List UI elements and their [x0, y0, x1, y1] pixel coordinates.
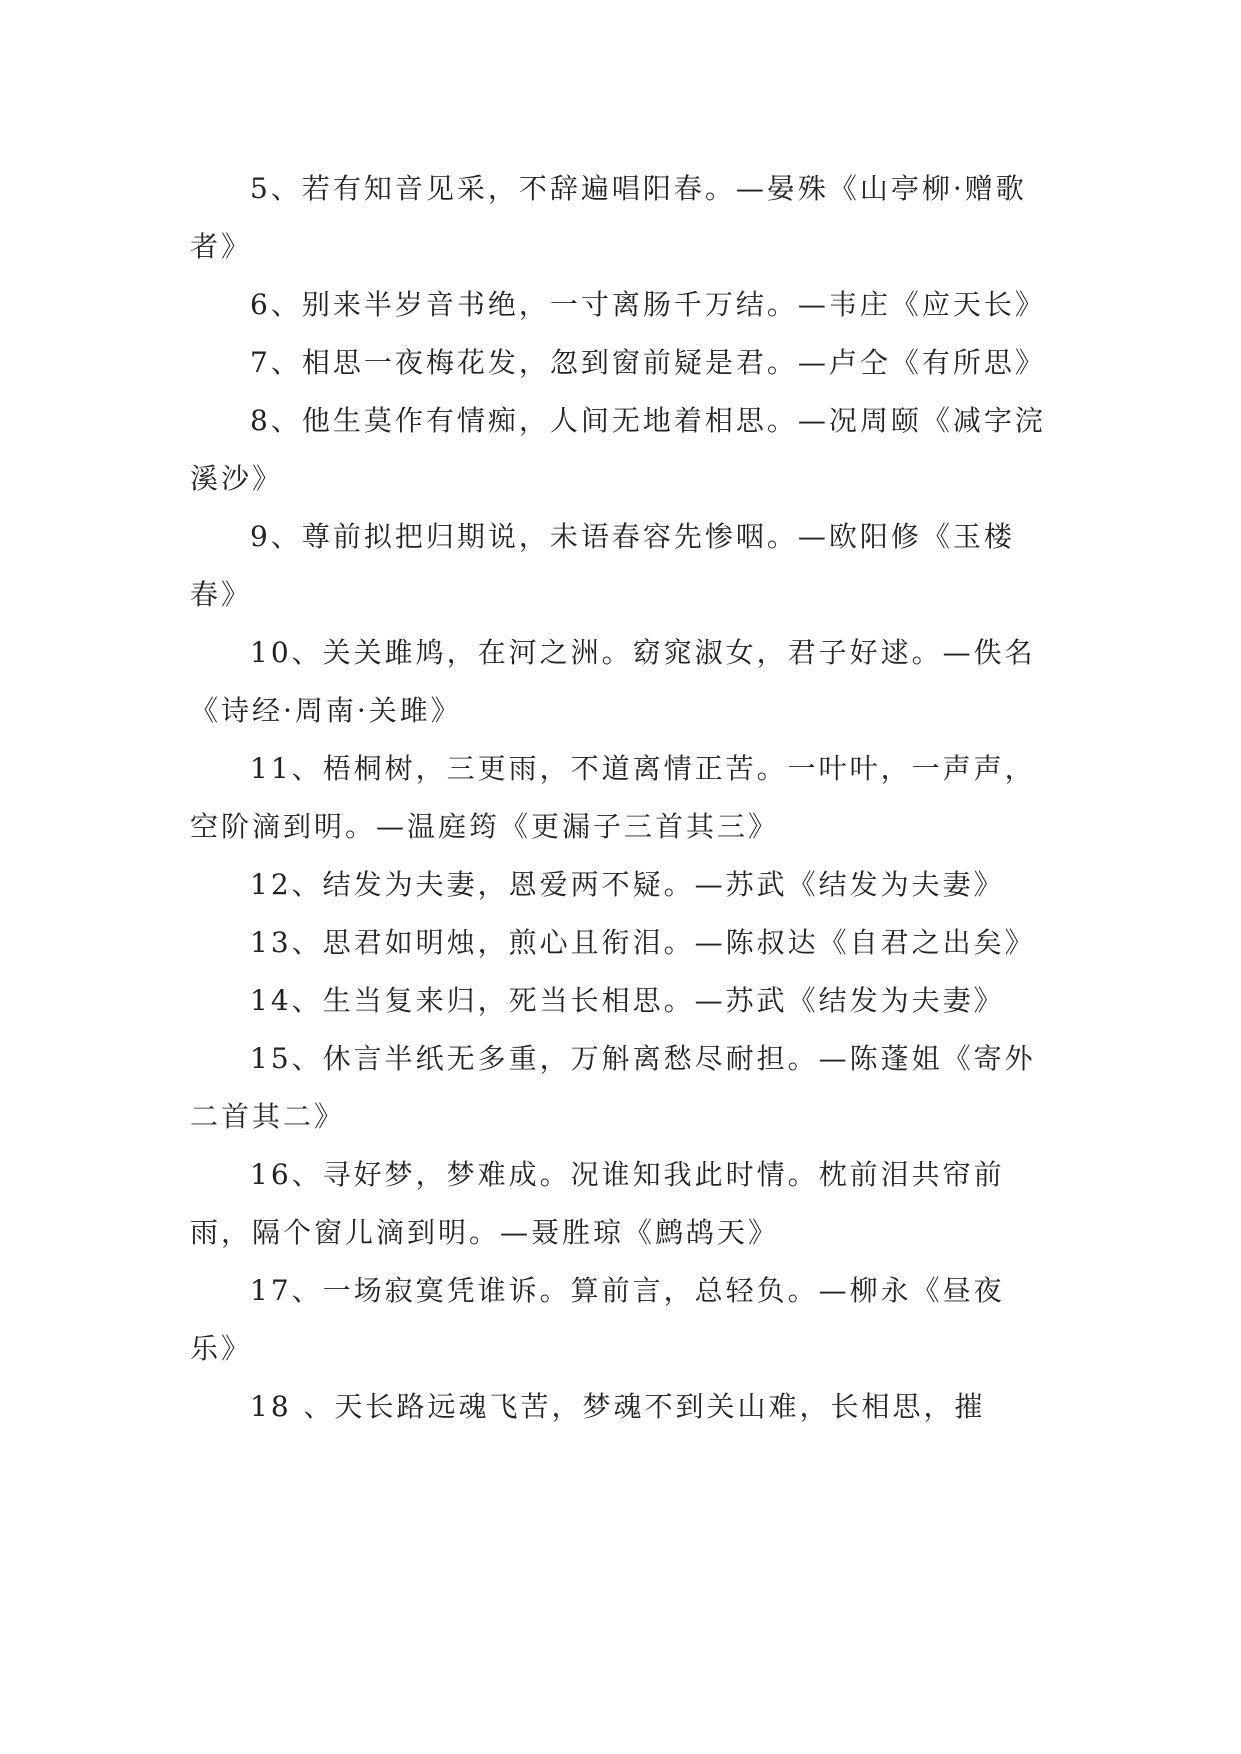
quote-line-8: 8、他生莫作有情痴，人间无地着相思。—况周颐《减字浣溪沙》: [190, 404, 1046, 495]
quote-line-14: 14、生当复来归，死当长相思。—苏武《结发为夫妻》: [250, 984, 1005, 1017]
quote-line-7: 7、相思一夜梅花发，忽到窗前疑是君。—卢仝《有所思》: [250, 346, 1046, 379]
quote-line-11: 11、梧桐树，三更雨，不道离情正苦。一叶叶，一声声，空阶滴到明。—温庭筠《更漏子三首其三》: [190, 752, 1036, 843]
quote-line-6: 6、别来半岁音书绝，一寸离肠千万结。—韦庄《应天长》: [250, 288, 1046, 321]
quote-line-10: 10、关关雎鸠，在河之洲。窈窕淑女，君子好逑。—佚名《诗经·周南·关雎》: [190, 636, 1036, 727]
quote-line-18: 18 、天长路远魂飞苦，梦魂不到关山难，长相思，摧: [250, 1390, 986, 1423]
quote-line-16: 16、寻好梦，梦难成。况谁知我此时情。枕前泪共帘前雨，隔个窗儿滴到明。—聂胜琼《鹧鸪天》: [190, 1158, 1005, 1249]
quote-line-15: 15、休言半纸无多重，万斛离愁尽耐担。—陈蓬姐《寄外二首其二》: [190, 1042, 1036, 1133]
quote-line-17: 17、一场寂寞凭谁诉。算前言，总轻负。—柳永《昼夜乐》: [190, 1274, 1005, 1365]
quote-line-9: 9、尊前拟把归期说，未语春容先惨咽。—欧阳修《玉楼春》: [190, 520, 1015, 611]
quote-line-5: 5、若有知音见采，不辞遍唱阳春。—晏殊《山亭柳·赠歌者》: [190, 172, 1027, 263]
quote-line-13: 13、思君如明烛，煎心且衔泪。—陈叔达《自君之出矣》: [250, 926, 1036, 959]
quote-line-12: 12、结发为夫妻，恩爱两不疑。—苏武《结发为夫妻》: [250, 868, 1005, 901]
poem-quote-list: [190, 160, 1048, 1436]
